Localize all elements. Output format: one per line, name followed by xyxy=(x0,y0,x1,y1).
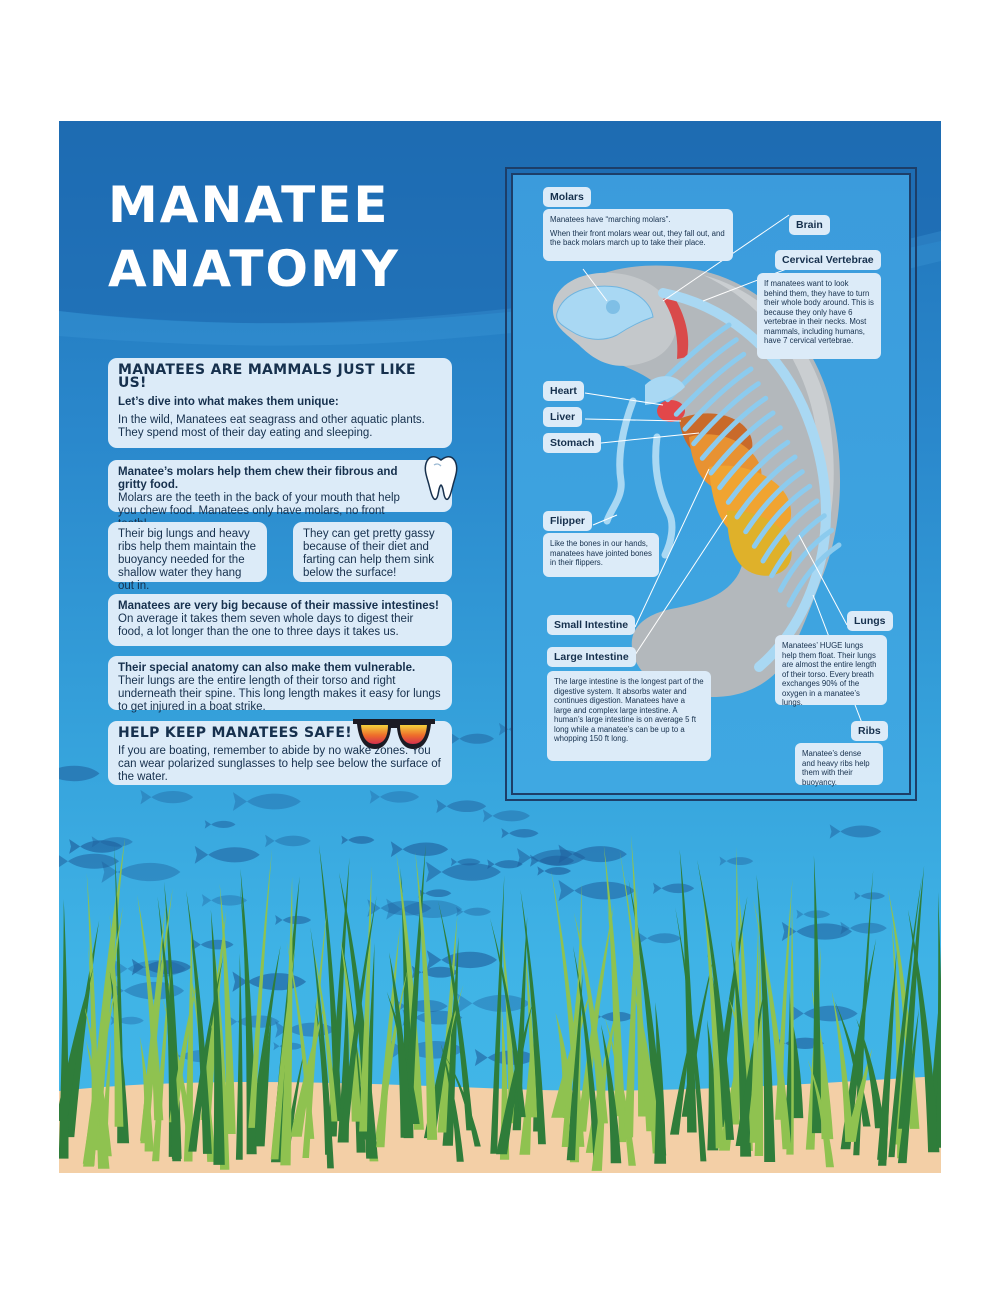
molars-bold: Manatee’s molars help them chew their fibrous and gritty food. xyxy=(118,466,398,491)
sunglasses-icon xyxy=(351,713,437,755)
label-lungs: Lungs xyxy=(847,611,893,631)
fish xyxy=(790,1004,858,1023)
fish xyxy=(501,828,538,838)
seagrass-blade xyxy=(936,892,941,1148)
page-title xyxy=(108,173,438,301)
intestines-card xyxy=(108,594,452,646)
note-ribs xyxy=(795,743,883,785)
fish xyxy=(720,856,754,865)
anatomy-diagram-frame xyxy=(505,167,917,801)
mammals-subheading: Let’s dive into what makes them unique: xyxy=(118,396,339,408)
fish xyxy=(638,932,681,944)
note-flipper xyxy=(543,533,659,577)
note-molars xyxy=(543,209,733,261)
fish xyxy=(451,733,495,745)
title-line-1: MANATEE xyxy=(108,176,390,234)
molars-card xyxy=(108,460,452,517)
label-cervical-vertebrae: Cervical Vertebrae xyxy=(775,250,881,270)
label-stomach: Stomach xyxy=(543,433,601,453)
fish xyxy=(195,846,260,864)
label-brain: Brain xyxy=(789,215,830,235)
fish xyxy=(226,1014,279,1029)
fish xyxy=(275,915,311,925)
fish xyxy=(140,790,193,805)
note-large-intestine xyxy=(547,671,711,761)
fish xyxy=(233,792,301,811)
fish xyxy=(559,880,636,901)
fish xyxy=(830,824,882,838)
safety-text: If you are boating, remember to abide by no wake zones. You can wear polarized sunglasses to help see below the surface of the water. xyxy=(118,745,441,783)
poster xyxy=(59,121,941,1173)
note-ribs-text: Manatee’s dense and heavy ribs help them with their buoyancy. xyxy=(802,749,870,787)
intestines-bold: Manatees are very big because of their massive intestines! xyxy=(118,600,439,612)
gassy-card xyxy=(293,522,452,582)
vulnerable-bold: Their special anatomy can also make them vulnerable. xyxy=(118,662,416,674)
label-molars: Molars xyxy=(543,187,591,207)
safety-heading: HELP KEEP MANATEES SAFE! xyxy=(118,725,352,741)
fish xyxy=(457,993,530,1013)
fish xyxy=(391,841,448,857)
intestines-text: On average it takes them seven whole days to digest their food, a lot longer than the one to three days it takes us. xyxy=(118,613,414,638)
note-lungs-text: Manatees’ HUGE lungs help them float. Their lungs are almost the entire length of their torso. Every breath exchanges 90% of the oxygen in a manatee’s lungs. xyxy=(782,641,877,707)
fish xyxy=(537,866,571,875)
fish xyxy=(854,892,885,900)
tooth-icon xyxy=(421,453,461,503)
molars-text: Molars are the teeth in the back of your mouth that help you chew food. Manatees only have molars, no front xyxy=(118,492,400,517)
note-large-intestine-text: The large intestine is the longest part of the digestive system. It absorbs water and continues digestion. Manatees have a large and complex large intestine. A human’s large intestine is on average 5 ft long while a manatee’s can be up to a whopping 150 ft long. xyxy=(554,677,704,743)
fish xyxy=(205,820,236,828)
vulnerable-text: Their lungs are the entire length of their torso and right underneath their spine. This long length makes it easy for lungs to get injured in a boat strike. xyxy=(118,675,441,713)
label-small-intestine: Small Intestine xyxy=(547,615,635,635)
note-cervical-text: If manatees want to look behind them, they have to turn their whole body around. This is because they only have 6 vertebrae in their necks. Most mammals, including humans, have 7 cervical vertebrae. xyxy=(764,279,874,345)
fish xyxy=(427,950,497,969)
anatomy-diagram xyxy=(511,173,911,795)
vulnerable-card xyxy=(108,656,452,713)
fish xyxy=(59,764,99,782)
fish xyxy=(202,894,247,906)
lungs-card-text: Their big lungs and heavy ribs help them maintain the buoyancy needed for the shallow water they hang out in. xyxy=(118,528,257,592)
note-lungs xyxy=(775,635,887,705)
label-ribs: Ribs xyxy=(851,721,888,741)
fish xyxy=(370,790,419,804)
title-line-2: ANATOMY xyxy=(108,240,400,298)
label-large-intestine: Large Intestine xyxy=(547,647,636,667)
fish xyxy=(796,910,830,919)
mammals-card xyxy=(108,358,452,448)
label-liver: Liver xyxy=(543,407,582,427)
mammals-text: In the wild, Manatees eat seagrass and other aquatic plants. They spend most of their day eating and sleeping. xyxy=(118,414,425,439)
fish xyxy=(456,907,491,917)
note-molars-1: Manatees have “marching molars”. xyxy=(550,215,671,224)
note-molars-2: When their front molars wear out, they fall out, and the back molars march up to take their place. xyxy=(550,228,725,247)
fish xyxy=(265,835,311,848)
label-heart: Heart xyxy=(543,381,584,401)
mammals-heading: MANATEES ARE MAMMALS JUST LIKE US! xyxy=(118,362,416,391)
gassy-card-text: They can get pretty gassy because of their diet and farting can help them sink below the surface! xyxy=(303,528,435,579)
fish xyxy=(517,848,585,867)
fish xyxy=(436,799,486,813)
fish xyxy=(341,835,374,844)
fish xyxy=(653,883,694,894)
label-flipper: Flipper xyxy=(543,511,592,531)
note-flipper-text: Like the bones in our hands, manatees have jointed bones in their flippers. xyxy=(550,539,652,567)
lungs-card xyxy=(108,522,267,592)
note-cervical-vertebrae xyxy=(757,273,881,359)
fish xyxy=(483,809,530,822)
